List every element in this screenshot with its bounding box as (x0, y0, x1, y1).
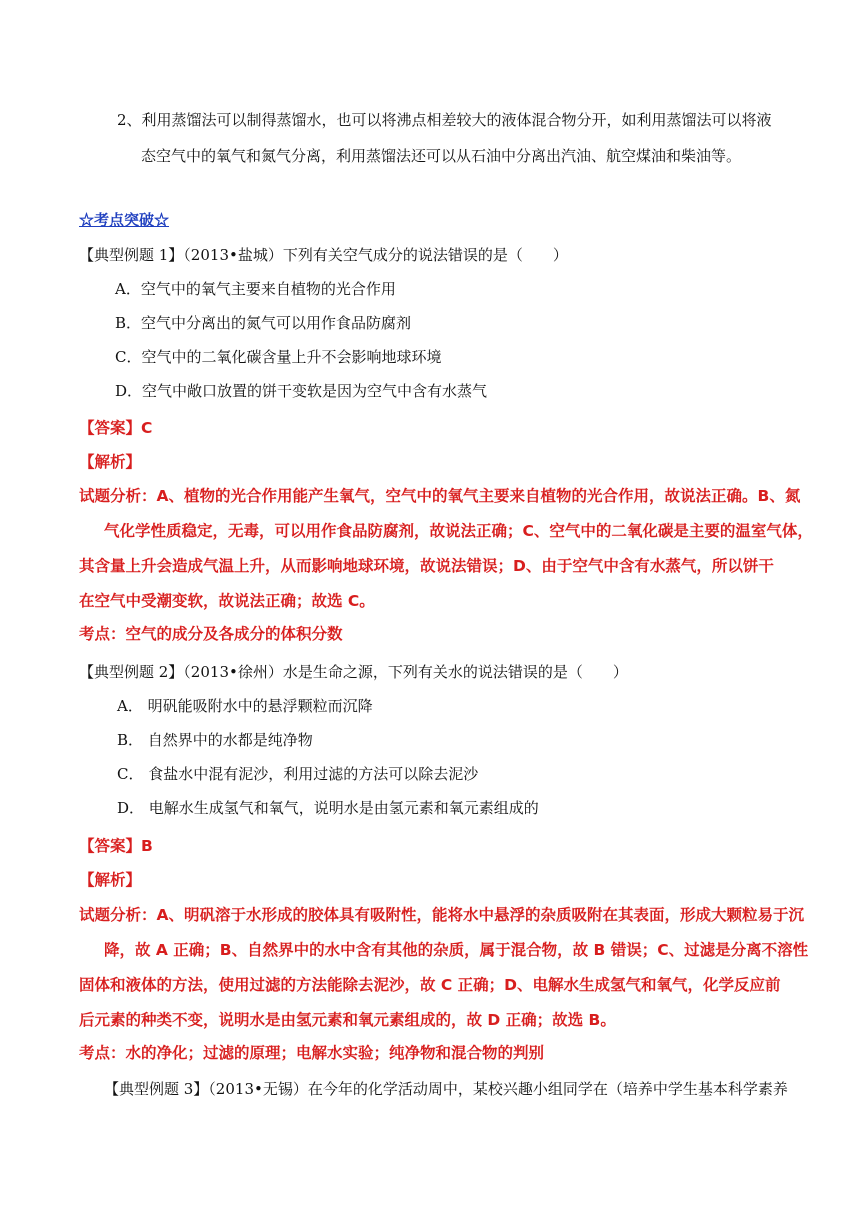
ex2-option-c: C． 食盐水中混有泥沙，利用过滤的方法可以除去泥沙 (117, 765, 479, 783)
ex1-analysis-line-1: 试题分析：A、植物的光合作用能产生氧气，空气中的氧气主要来自植物的光合作用，故说法正确。B、氮 (79, 487, 801, 505)
ex2-analysis-line-2: 降，故 A 正确；B、自然界中的水中含有其他的杂质，属于混合物，故 B 错误；C、过滤是分离不溶性 (104, 941, 809, 959)
ex2-analysis-line-1: 试题分析：A、明矾溶于水形成的胶体具有吸附性，能将水中悬浮的杂质吸附在其表面，形成大颗粒易于沉 (79, 906, 804, 924)
section-title[interactable]: ☆考点突破☆ (79, 211, 170, 229)
ex2-option-b: B． 自然界中的水都是纯净物 (117, 731, 313, 749)
ex1-option-c: C．空气中的二氧化碳含量上升不会影响地球环境 (115, 348, 442, 366)
ex2-analysis-label: 【解析】 (79, 871, 142, 889)
ex1-question: 【典型例题 1】（2013•盐城）下列有关空气成分的说法错误的是（ ） (79, 246, 568, 264)
ex2-question: 【典型例题 2】（2013•徐州）水是生命之源，下列有关水的说法错误的是（ ） (79, 663, 628, 681)
ex2-option-a: A． 明矾能吸附水中的悬浮颗粒而沉降 (117, 697, 373, 715)
ex1-analysis-label: 【解析】 (79, 453, 142, 471)
ex1-kaodian: 考点：空气的成分及各成分的体积分数 (79, 625, 343, 643)
ex1-analysis-line-3: 其含量上升会造成气温上升，从而影响地球环境，故说法错误；D、由于空气中含有水蒸气，所以饼干 (79, 557, 774, 575)
ex3-question: 【典型例题 3】（2013•无锡）在今年的化学活动周中，某校兴趣小组同学在（培养中学生基本科学素养 (104, 1080, 788, 1098)
ex1-option-d: D．空气中敞口放置的饼干变软是因为空气中含有水蒸气 (115, 382, 488, 400)
ex1-option-a: A．空气中的氧气主要来自植物的光合作用 (115, 280, 396, 298)
ex1-analysis-line-2: 气化学性质稳定，无毒，可以用作食品防腐剂，故说法正确；C、空气中的二氧化碳是主要的温室气体， (104, 522, 813, 540)
ex1-option-b: B．空气中分离出的氮气可以用作食品防腐剂 (115, 314, 412, 332)
intro-line-2: 态空气中的氧气和氮气分离，利用蒸馏法还可以从石油中分离出汽油、航空煤油和柴油等。 (141, 147, 742, 165)
ex1-answer: 【答案】C (79, 419, 153, 437)
intro-line-1: 2、利用蒸馏法可以制得蒸馏水，也可以将沸点相差较大的液体混合物分开，如利用蒸馏法可以将液 (117, 111, 772, 129)
ex2-kaodian: 考点：水的净化；过滤的原理；电解水实验；纯净物和混合物的判别 (79, 1044, 545, 1062)
ex2-answer: 【答案】B (79, 837, 153, 855)
ex2-analysis-line-3: 固体和液体的方法，使用过滤的方法能除去泥沙，故 C 正确；D、电解水生成氢气和氧气，化学反应前 (79, 976, 781, 994)
ex1-analysis-line-4: 在空气中受潮变软，故说法正确；故选 C。 (79, 592, 375, 610)
ex2-option-d: D． 电解水生成氢气和氧气，说明水是由氢元素和氧元素组成的 (117, 799, 539, 817)
ex2-analysis-line-4: 后元素的种类不变，说明水是由氢元素和氧元素组成的，故 D 正确；故选 B。 (79, 1011, 616, 1029)
